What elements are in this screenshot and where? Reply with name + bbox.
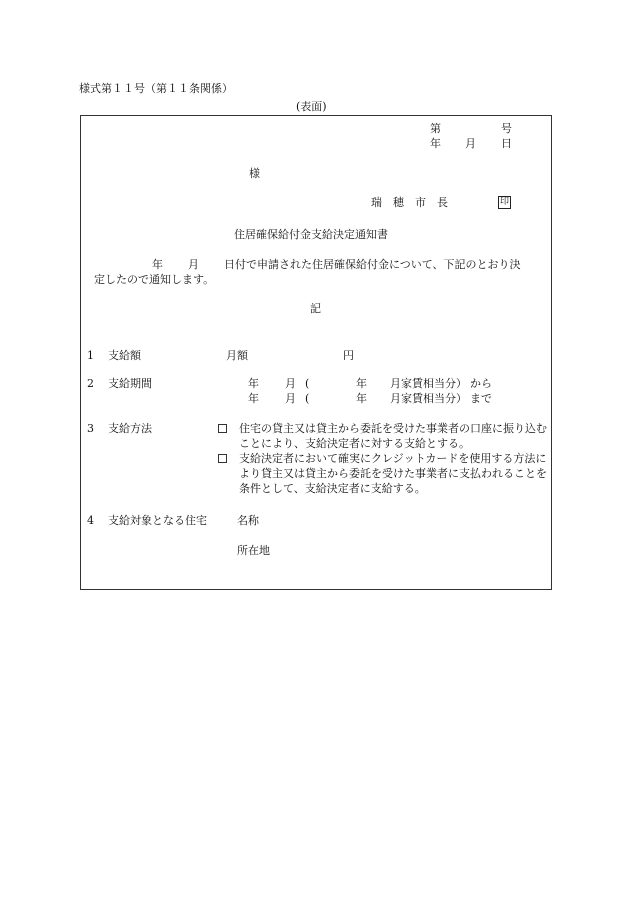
method-option-2-checkbox[interactable] (218, 454, 227, 463)
date-year: 年 (430, 137, 441, 150)
recipient-suffix: 様 (249, 167, 260, 180)
housing-address-label: 所在地 (237, 544, 270, 557)
period-end-paren: ( (305, 392, 310, 405)
document-title: 住居確保給付金支給決定通知書 (234, 228, 388, 241)
item-3-label: 支給方法 (108, 422, 152, 435)
item-2-label: 支給期間 (108, 377, 152, 390)
seal-box (498, 196, 511, 209)
method-option-2-text: 支給決定者において確実にクレジットカードを使用する方法により貸主又は貸主から委託を受けた事業者に支払われることを条件として、支給決定者に支給する。 (239, 452, 547, 495)
period-start-month: 月 (285, 377, 296, 390)
date-month: 月 (465, 137, 476, 150)
item-1-number: 1 (87, 349, 94, 362)
method-option-1-checkbox[interactable] (218, 424, 227, 433)
housing-name-label: 名称 (237, 514, 259, 527)
item-1-label: 支給額 (108, 349, 141, 362)
period-end-year: 年 (248, 392, 259, 405)
yen-label: 円 (343, 349, 354, 362)
period-start-equiv: 月家賃相当分） (390, 377, 467, 390)
date-day: 日 (501, 137, 512, 150)
seal-mark: 印 (499, 197, 509, 207)
number-prefix: 第 (430, 122, 441, 135)
intro-text-line2: 定したので通知します。 (94, 273, 215, 286)
item-2-number: 2 (87, 377, 94, 390)
method-option-1-text: 住宅の貸主又は貸主から委託を受けた事業者の口座に振り込むことにより、支給決定者に対する支給とする。 (239, 422, 547, 450)
item-4-label: 支給対象となる住宅 (108, 514, 207, 527)
intro-month: 月 (188, 258, 199, 271)
period-start-year: 年 (248, 377, 259, 390)
item-4-number: 4 (87, 514, 94, 527)
period-end-equiv: 月家賃相当分） (390, 392, 467, 405)
issuer-name: 瑞 穂 市 長 (371, 196, 448, 209)
form-number: 様式第１１号（第１１条関係） (79, 82, 233, 95)
period-to: まで (470, 392, 492, 405)
period-start-paren: ( (305, 377, 310, 390)
period-start-equiv-year: 年 (356, 377, 367, 390)
item-3-number: 3 (87, 422, 94, 435)
side-label: (表面) (296, 100, 327, 113)
monthly-amount-label: 月額 (226, 349, 248, 362)
period-end-equiv-year: 年 (356, 392, 367, 405)
number-suffix: 号 (501, 122, 512, 135)
period-end-month: 月 (285, 392, 296, 405)
ki-heading: 記 (310, 302, 321, 315)
intro-text-line1: 日付で申請された住居確保給付金について、下記のとおり決 (224, 258, 521, 271)
period-from: から (470, 377, 492, 390)
intro-year: 年 (152, 258, 163, 271)
